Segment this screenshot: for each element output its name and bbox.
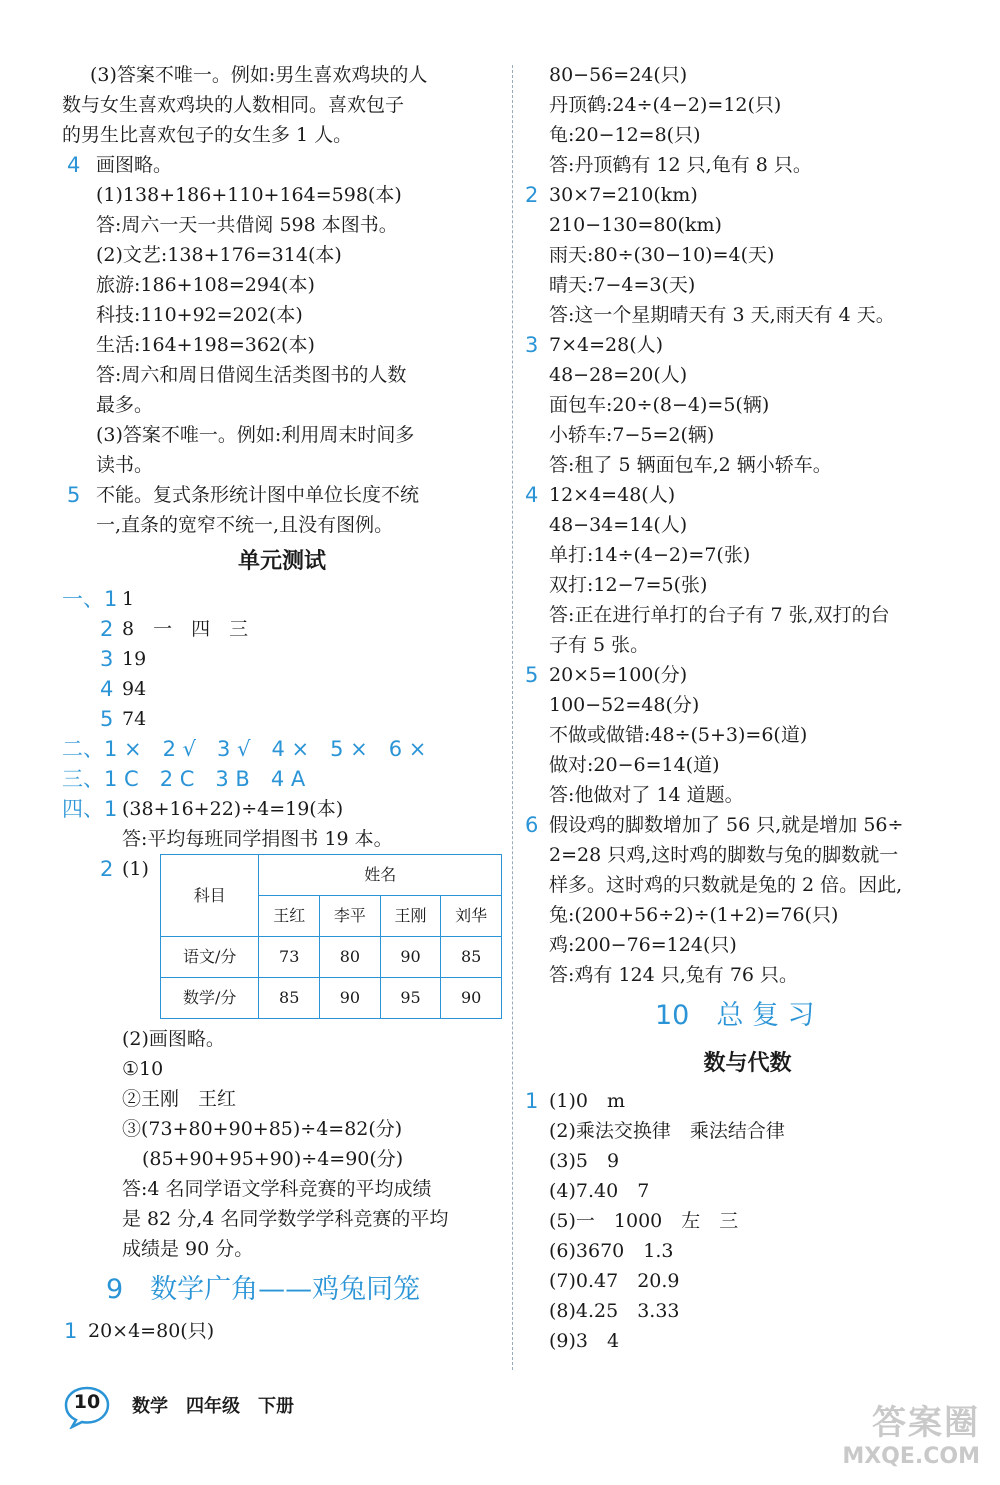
text-line: 20×5=100(分)	[549, 664, 688, 686]
table-col-header: 王红	[259, 896, 320, 937]
answer-text: 答:4 名同学语文学科竞赛的平均成绩	[122, 1178, 432, 1200]
table-cell: 80	[320, 937, 381, 978]
question-number: 4	[525, 483, 539, 507]
text-line: 12×4=48(人)	[549, 484, 676, 506]
section-number: 一、1	[62, 587, 118, 611]
text-line: 答:正在进行单打的台子有 7 张,双打的台	[549, 604, 890, 626]
text-line: (2)文艺:138+176=314(本)	[96, 244, 342, 266]
table-cell: 73	[259, 937, 320, 978]
text-line: 7×4=28(人)	[549, 334, 664, 356]
text-line: 答:丹顶鹤有 12 只,龟有 8 只。	[549, 154, 812, 176]
question-number: 5	[100, 707, 114, 731]
question-number: 6	[525, 813, 539, 837]
text-line: 读书。	[96, 454, 154, 476]
text-line: 科技:110+92=202(本)	[96, 304, 303, 326]
text-line: 48−34=14(人)	[549, 514, 688, 536]
answer-text: 1	[122, 588, 135, 610]
text-line: 一,直条的宽窄不统一,且没有图例。	[96, 514, 394, 536]
text-line: 丹顶鹤:24÷(4−2)=12(只)	[549, 94, 782, 116]
table-cell: 85	[441, 937, 502, 978]
text-line: 30×7=210(km)	[549, 184, 698, 206]
question-number: 4	[100, 677, 114, 701]
text-line: 单打:14÷(4−2)=7(张)	[549, 544, 751, 566]
text-line: 答:鸡有 124 只,兔有 76 只。	[549, 964, 799, 986]
table-cell: 85	[259, 978, 320, 1019]
text-line: 样多。这时鸡的只数就是兔的 2 倍。因此,	[549, 874, 903, 896]
chapter-title: 9 数学广角——鸡兔同笼	[106, 1274, 421, 1305]
text-line: 答:他做对了 14 道题。	[549, 784, 744, 806]
text-line: 兔:(200+56÷2)÷(1+2)=76(只)	[549, 904, 839, 926]
text-line: 48−28=20(人)	[549, 364, 688, 386]
answer-text: 74	[122, 708, 147, 730]
text-line: (9)3 4	[549, 1330, 620, 1352]
text-line: (8)4.25 3.33	[549, 1300, 680, 1322]
question-number: 3	[525, 333, 539, 357]
section-number: 四、1	[62, 797, 118, 821]
text-line: 数与女生喜欢鸡块的人数相同。喜欢包子	[62, 94, 405, 116]
text-line: 假设鸡的脚数增加了 56 只,就是增加 56÷	[549, 814, 904, 836]
text-line: 不能。复式条形统计图中单位长度不统	[96, 484, 420, 506]
answer-text: 20×4=80(只)	[88, 1320, 215, 1342]
text-line: 最多。	[96, 394, 154, 416]
text-line: (1)0 m	[549, 1090, 626, 1112]
text-line: 做对:20−6=14(道)	[549, 754, 720, 776]
answer-text: (38+16+22)÷4=19(本)	[122, 798, 344, 820]
text-line: (5)一 1000 左 三	[549, 1210, 739, 1232]
text-line: 小轿车:7−5=2(辆)	[549, 424, 715, 446]
table-row	[161, 937, 502, 978]
text-line: 画图略。	[96, 154, 173, 176]
table-cell: 90	[441, 978, 502, 1019]
text-line: (4)7.40 7	[549, 1180, 650, 1202]
text-line: 雨天:80÷(30−10)=4(天)	[549, 244, 775, 266]
table-group-header: 姓名	[259, 855, 502, 896]
question-number: 2	[100, 617, 114, 641]
question-number: 2	[525, 183, 539, 207]
score-table	[160, 854, 502, 1019]
table-row-header: 数学/分	[161, 978, 259, 1019]
text-line: 答:租了 5 辆面包车,2 辆小轿车。	[549, 454, 832, 476]
question-number: 5	[67, 483, 81, 507]
section-title: 单元测试	[237, 549, 326, 574]
column-divider	[512, 65, 513, 1370]
answer-text: 答:平均每班同学捐图书 19 本。	[122, 828, 393, 850]
text-line: 答:周六一天一共借阅 598 本图书。	[96, 214, 398, 236]
question-number: 3	[100, 647, 114, 671]
answer-text: 94	[122, 678, 147, 700]
answer-text: ③(73+80+90+85)÷4=82(分)	[122, 1118, 403, 1140]
watermark-url: MXQE.COM	[842, 1444, 980, 1469]
left-column	[62, 60, 502, 1346]
section-answers: 二、1 × 2 √ 3 √ 4 × 5 × 6 ×	[62, 737, 427, 761]
text-line: 晴天:7−4=3(天)	[549, 274, 696, 296]
text-line: (6)3670 1.3	[549, 1240, 674, 1262]
answer-text: (1)	[122, 858, 149, 880]
text-line: 子有 5 张。	[549, 634, 650, 656]
text-line: (3)答案不唯一。例如:利用周末时间多	[96, 424, 415, 446]
text-line: 80−56=24(只)	[549, 64, 688, 86]
text-line: 的男生比喜欢包子的女生多 1 人。	[62, 124, 353, 146]
text-line: 龟:20−12=8(只)	[549, 124, 701, 146]
text-line: (3)5 9	[549, 1150, 620, 1172]
table-col-header: 王刚	[380, 896, 441, 937]
answer-text: (2)画图略。	[122, 1028, 225, 1050]
section-answers: 三、1 C 2 C 3 B 4 A	[62, 767, 306, 791]
watermark	[800, 1395, 980, 1470]
table-row-header: 语文/分	[161, 937, 259, 978]
question-number: 1	[64, 1319, 78, 1343]
text-line: 2=28 只鸡,这时鸡的脚数与兔的脚数就一	[549, 844, 899, 866]
watermark-logo: 答案圈	[872, 1403, 980, 1443]
answer-text: 成绩是 90 分。	[122, 1238, 254, 1260]
page-number: 10	[73, 1391, 101, 1413]
text-line: (1)138+186+110+164=598(本)	[96, 184, 402, 206]
text-line: 面包车:20÷(8−4)=5(辆)	[549, 394, 770, 416]
table-cell: 95	[380, 978, 441, 1019]
book-label: 数学 四年级 下册	[132, 1396, 294, 1417]
text-line: 生活:164+198=362(本)	[96, 334, 315, 356]
table-row	[161, 978, 502, 1019]
text-line: 鸡:200−76=124(只)	[549, 934, 737, 956]
answer-text: ②王刚 王红	[122, 1088, 237, 1110]
section-title: 数与代数	[703, 1051, 792, 1076]
answer-text: (85+90+95+90)÷4=90(分)	[142, 1148, 404, 1170]
answer-text: ①10	[122, 1058, 164, 1080]
text-line: 双打:12−7=5(张)	[549, 574, 708, 596]
table-col-header: 刘华	[441, 896, 502, 937]
text-line: 答:这一个星期晴天有 3 天,雨天有 4 天。	[549, 304, 895, 326]
table-col-header: 李平	[320, 896, 381, 937]
chapter-title: 10 总 复 习	[655, 1000, 815, 1031]
table-cell: 90	[320, 978, 381, 1019]
answer-text: 是 82 分,4 名同学数学学科竞赛的平均	[122, 1208, 449, 1230]
right-column	[525, 60, 970, 1356]
text-line: 210−130=80(km)	[549, 214, 722, 236]
question-number: 1	[525, 1089, 539, 1113]
text-line: 答:周六和周日借阅生活类图书的人数	[96, 364, 407, 386]
answer-text: 8 一 四 三	[122, 618, 249, 640]
text-line: 不做或做错:48÷(5+3)=6(道)	[549, 724, 808, 746]
answer-text: 19	[122, 648, 147, 670]
text-line: (2)乘法交换律 乘法结合律	[549, 1120, 785, 1142]
text-line: (7)0.47 20.9	[549, 1270, 680, 1292]
text-line: (3)答案不唯一。例如:男生喜欢鸡块的人	[90, 64, 428, 86]
table-corner: 科目	[161, 855, 259, 937]
question-number: 2	[100, 857, 114, 881]
table-cell: 90	[380, 937, 441, 978]
question-number: 5	[525, 663, 539, 687]
question-number: 4	[67, 153, 81, 177]
page-number-bubble	[62, 1385, 112, 1425]
text-line: 旅游:186+108=294(本)	[96, 274, 315, 296]
text-line: 100−52=48(分)	[549, 694, 700, 716]
